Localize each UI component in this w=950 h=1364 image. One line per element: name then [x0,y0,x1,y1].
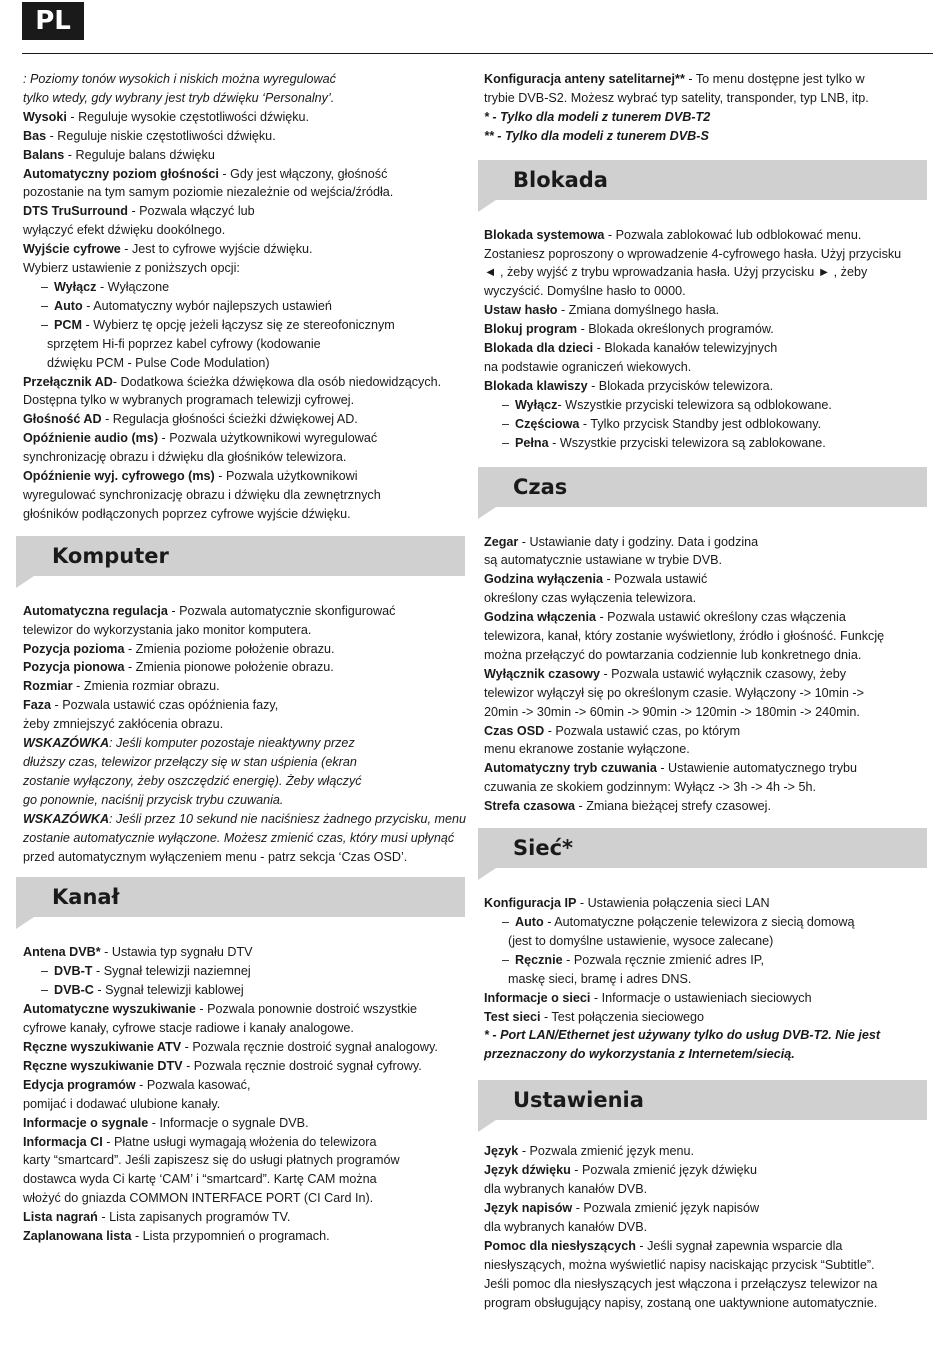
term-description: - Informacje o sygnale DVB. [148,1115,309,1130]
text-line [23,602,467,621]
term-description: - Pozwala użytkownikowi wyregulować [158,431,378,446]
text-line [23,791,467,810]
list-dash [41,318,54,332]
list-dash [41,299,54,313]
text-line [484,320,928,339]
term-description: - Automatyczny wybór najlepszych ustawień [82,298,332,313]
text-line [23,1000,467,1019]
text-line [484,989,928,1008]
text-line [484,570,928,589]
text-line [484,894,928,913]
list-dash [502,436,515,450]
text-line [23,640,467,659]
term-description: - Jeśli sygnał zapewnia wsparcie dla [635,1238,843,1253]
text-line [23,734,467,753]
term-description: Jeśli pomoc dla niesłyszących jest włączona i przełączysz telewizor na [484,1276,878,1291]
text-line [484,245,928,264]
term-description: - Pozwala ustawić wyłącznik czasowy, żeby [599,666,847,681]
term-description: - Pozwala ustawić [602,572,708,587]
term-description: - Pozwala ręcznie zmienić adres IP, [562,952,764,967]
text-line [484,89,928,108]
term-description: - Pozwala kasować, [135,1077,251,1092]
satellite-block [484,70,928,146]
term-description: telewizora, kanał, który zostanie wyświetlony, źródło i głośność. Funkcję [484,629,885,644]
text-line [484,226,928,245]
term-label: Język [484,1144,519,1159]
term-label: WSKAZÓWKA [23,811,110,826]
term-description: - Pozwala ponownie dostroić wszystkie [195,1002,418,1017]
text-line [484,127,928,146]
term-description: żeby zmniejszyć zakłócenia obrazu. [23,717,224,732]
text-line [23,240,467,259]
term-description: - Pozwala zmienić język napisów [572,1200,760,1215]
term-label: Konfiguracja IP [484,896,577,911]
term-description: cyfrowe kanały, cyfrowe stacje radiowe i kanały analogowe. [23,1021,354,1036]
text-line [484,533,928,552]
text-line [23,1208,467,1227]
term-label: Godzina wyłączenia [484,572,603,587]
term-description: - Pozwala automatycznie skonfigurować [167,603,396,618]
term-label: Automatyczne wyszukiwanie [23,1002,196,1017]
text-line [23,715,467,734]
text-line [484,551,928,570]
term-description: wyregulować synchronizację obrazu i dźwięku dla zewnętrznych [23,487,381,502]
text-line [23,505,467,524]
text-line [484,1237,928,1256]
list-dash [41,983,54,997]
term-description: - Reguluje wysokie częstotliwości dźwięku. [66,109,310,124]
siec-block [484,894,928,1064]
term-description: maskę sieci, bramę i adres DNS. [508,971,692,986]
term-label: Ustaw hasło [484,303,558,318]
term-description: trybie DVB-S2. Możesz wybrać typ satelity, transponder, typ LNB, itp. [484,90,869,105]
term-description: - Ustawianie daty i godziny. Data i godzina [518,534,759,549]
term-label: Automatyczna regulacja [23,603,168,618]
term-label: Informacje o sygnale [23,1115,149,1130]
text-line [484,1199,928,1218]
text-line [23,1151,467,1170]
text-line [484,722,928,741]
term-label: Informacja CI [23,1134,103,1149]
text-line [23,1019,467,1038]
text-line [23,221,467,240]
text-line [484,759,928,778]
term-label: DTS TruSurround [23,204,128,219]
text-line [484,1256,928,1275]
text-line [484,1142,928,1161]
term-description: - Sygnał telewizji naziemnej [92,964,251,979]
term-description: - Pozwala ręcznie dostroić sygnał analogowy. [181,1039,438,1054]
term-label: Blokada systemowa [484,227,605,242]
term-description: - Lista zapisanych programów TV. [97,1210,291,1225]
text-line [484,970,928,989]
text-line [484,1218,928,1237]
text-line [23,1114,467,1133]
text-line [23,354,467,373]
term-description: ◄ , żeby wyjść z trybu wprowadzania hasła. Użyj przycisku ► , żeby [484,265,868,280]
term-label: Lista nagrań [23,1210,98,1225]
term-description: - Pozwala ustawić czas opóźnienia fazy, [51,698,279,713]
text-line [484,1008,928,1027]
text-line [23,108,467,127]
text-line [23,183,467,202]
header-rule [22,53,933,54]
term-description: - Lista przypomnień o programach. [131,1229,330,1244]
term-description: program obsługujący napisy, zostaną one uaktywnione automatycznie. [484,1295,878,1310]
term-description: - Blokada przycisków telewizora. [587,378,774,393]
left-column [23,70,467,1246]
term-description: wyczyścić. Domyślne hasło to 0000. [484,284,686,299]
term-description: dostawca wyda Ci kartę ‘CAM’ i “smartcard”. Kartę CAM można [23,1172,377,1187]
term-label: DVB-C [54,983,94,998]
term-description: - Reguluje niskie częstotliwości dźwięku. [46,128,276,143]
term-label: Konfiguracja anteny satelitarnej** [484,72,685,86]
term-description: włożyć do gniazda COMMON INTERFACE PORT (CI Card In). [23,1191,374,1206]
term-description: - Zmiana bieżącej strefy czasowej. [575,799,771,814]
term-description: pozostanie na tym samym poziomie niezależnie od wejścia/źródła. [23,185,394,200]
text-line [23,677,467,696]
text-line [23,1076,467,1095]
term-description: dla wybranych kanałów DVB. [484,1219,648,1234]
term-label: WSKAZÓWKA [23,736,110,751]
text-line [23,1057,467,1076]
term-label: Blokuj program [484,322,578,337]
term-description: - Dodatkowa ścieżka dźwiękowa dla osób niedowidzących. [112,374,442,389]
text-line [23,981,467,1000]
text-line [23,658,467,677]
term-label: Ręcznie [515,952,563,967]
term-description: karty “smartcard”. Jeśli zapiszesz się do usługi płatnych programów [23,1153,400,1168]
term-description: Wybierz ustawienie z poniższych opcji: [23,261,240,276]
text-line [484,1294,928,1313]
right-column [484,70,928,1312]
text-line [484,913,928,932]
text-line [23,486,467,505]
text-line [484,108,928,127]
text-line [484,339,928,358]
term-label: przeznaczony do wykorzystania z Internetem/siecią. [484,1047,795,1062]
term-label: Przełącznik AD [23,374,113,389]
text-line [23,202,467,221]
text-line [23,373,467,392]
list-dash [41,964,54,978]
term-description: - Gdy jest włączony, głośność [218,166,388,181]
term-description: - Ustawienie automatycznego trybu [656,761,858,776]
term-description: - Pozwala włączyć lub [127,204,255,219]
term-description: wyłączyć efekt dźwięku dookólnego. [23,223,226,238]
term-label: Język napisów [484,1200,573,1215]
term-description: (jest to domyślne ustawienie, wysoce zalecane) [508,933,774,948]
term-description: - Pozwala zmienić język dźwięku [570,1163,757,1178]
text-line [484,627,928,646]
term-description: - Blokada kanałów telewizyjnych [593,341,778,356]
term-label: Auto [54,298,83,313]
list-dash [502,417,515,431]
text-line [23,335,467,354]
text-line [23,70,467,89]
term-label: DVB-T [54,964,93,979]
language-badge: PL [22,2,84,40]
term-description: tylko wtedy, gdy wybrany jest tryb dźwięku ‘Personalny’. [23,90,335,105]
term-label: Zaplanowana lista [23,1229,132,1244]
term-label: Wysoki [23,109,67,124]
term-label: Automatyczny poziom głośności [23,166,219,181]
term-description: zostanie automatycznie wyłączone. Możesz zmienić czas, który musi upłynąć [23,830,455,845]
term-description: są automatycznie ustawiane w trybie DVB. [484,553,722,568]
komputer-block [23,602,467,867]
term-description: dłuższy czas, telewizor przełączy się w stan uśpienia (ekran [23,755,357,769]
term-description: : Poziomy tonów wysokich i niskich można wyregulować [23,72,336,86]
list-dash [41,280,54,294]
term-description: - Test połączenia sieciowego [540,1009,705,1024]
term-description: dźwięku PCM - Pulse Code Modulation) [47,355,270,370]
text-line [484,263,928,282]
term-label: PCM [54,317,83,332]
term-label: Balans [23,147,65,162]
term-description: niesłyszących, można wyświetlić napisy naciskając przycisk “Subtitle”. [484,1257,875,1272]
text-line [23,127,467,146]
text-line [484,70,928,89]
term-label: Informacje o sieci [484,990,591,1005]
text-line [484,377,928,396]
term-description: - Zmienia pionowe położenie obrazu. [124,660,334,675]
text-line [23,1038,467,1057]
term-label: ** - Tylko dla modeli z tunerem DVB-S [484,128,709,143]
term-description: : Jeśli komputer pozostaje nieaktywny przez [109,736,355,751]
text-line [484,665,928,684]
section-header-kanal: Kanał [16,877,465,917]
term-description: - Pozwala zablokować lub odblokować menu. [604,227,862,242]
text-line [23,1095,467,1114]
term-description: 20min -> 30min -> 60min -> 90min -> 120min -> 180min -> 240min. [484,704,860,719]
text-line [23,1189,467,1208]
term-description: zostanie wyłączony, żeby oszczędzić energię). Żeby włączyć [23,773,362,788]
term-label: Rozmiar [23,679,73,694]
term-description: - Wyłączone [96,279,170,294]
term-label: Bas [23,128,47,143]
text-line [23,621,467,640]
section-header-siec: Sieć* [478,828,927,868]
text-line [484,1275,928,1294]
section-header-blokada: Blokada [478,160,927,200]
term-label: Wyłącznik czasowy [484,666,600,681]
term-description: - Informacje o ustawieniach sieciowych [590,990,812,1005]
term-label: Antena DVB* [23,945,101,960]
text-line [484,932,928,951]
term-description: - Zmiana domyślnego hasła. [557,303,720,318]
text-line [23,448,467,467]
list-dash [502,915,515,929]
text-line [484,951,928,970]
text-line [23,391,467,410]
text-line [23,146,467,165]
term-description: sprzętem Hi-fi poprzez kabel cyfrowy (kodowanie [47,336,321,351]
term-description: na podstawie ograniczeń wiekowych. [484,359,692,374]
text-line [23,1170,467,1189]
text-line [484,434,928,453]
term-description: - Pozwala użytkownikowi [214,469,358,484]
term-description: - Zmienia rozmiar obrazu. [72,679,220,694]
text-line [484,396,928,415]
text-line [23,429,467,448]
term-label: Wyjście cyfrowe [23,242,121,257]
text-line [484,1045,928,1064]
text-line [484,301,928,320]
text-line [484,282,928,301]
text-line [23,297,467,316]
text-line [484,608,928,627]
term-description: menu ekranowe zostanie wyłączone. [484,742,690,757]
section-header-ustawienia: Ustawienia [478,1080,927,1120]
term-label: * - Port LAN/Ethernet jest używany tylko do usług DVB-T2. Nie jest [484,1028,881,1043]
text-line [23,316,467,335]
term-description: - Blokada określonych programów. [577,322,774,337]
term-description: - Ustawienia połączenia sieci LAN [576,896,770,911]
term-description: można przełączyć do powtarzania codziennie lub konkretnego dnia. [484,647,862,662]
section-header-komputer: Komputer [16,536,465,576]
term-description: - Tylko przycisk Standby jest odblokowany. [579,416,822,431]
text-line [484,358,928,377]
text-line [484,589,928,608]
term-label: Automatyczny tryb czuwania [484,761,657,776]
term-label: Blokada klawiszy [484,378,588,393]
term-description: - Wybierz tę opcję jeżeli łączysz się ze stereofonicznym [82,317,395,332]
term-description: telewizor do wykorzystania jako monitor komputera. [23,622,312,637]
section-header-czas: Czas [478,467,927,507]
term-description: - Pozwala ustawić czas, po którym [544,723,741,738]
term-label: Test sieci [484,1009,541,1024]
term-label: Blokada dla dzieci [484,341,594,356]
text-line [484,415,928,434]
term-description: - Ustawia typ sygnału DTV [100,945,253,960]
term-label: Opóźnienie wyj. cyfrowego (ms) [23,469,215,484]
audio-settings-block [23,70,467,524]
term-description: - Pozwala ręcznie dostroić sygnał cyfrowy. [182,1058,422,1073]
term-label: Auto [515,915,544,929]
term-label: Głośność AD [23,412,102,427]
term-description: Zostaniesz poproszony o wprowadzenie 4-cyfrowego hasła. Użyj przycisku [484,246,902,261]
text-line [23,848,467,867]
term-label: Ręczne wyszukiwanie ATV [23,1039,182,1054]
ustawienia-block [484,1142,928,1312]
list-dash [502,398,515,412]
term-label: Strefa czasowa [484,799,575,814]
term-label: Edycja programów [23,1077,136,1092]
term-description: - Pozwala zmienić język menu. [518,1144,695,1159]
list-dash [502,953,515,967]
term-description: - Regulacja głośności ścieżki dźwiękowej AD. [101,412,358,427]
term-label: * - Tylko dla modeli z tunerem DVB-T2 [484,109,711,124]
text-line [484,703,928,722]
text-line [23,962,467,981]
term-label: Opóźnienie audio (ms) [23,431,159,446]
term-label: Czas OSD [484,723,545,738]
term-label: Wyłącz [515,397,558,412]
term-label: Zegar [484,534,519,549]
text-line [23,753,467,772]
text-line [484,740,928,759]
text-line [484,646,928,665]
term-description: pomijać i dodawać ulubione kanały. [23,1096,221,1111]
term-label: Pełna [515,435,549,450]
term-label: Częściowa [515,416,580,431]
term-description: synchronizację obrazu i dźwięku dla głośników telewizora. [23,450,347,465]
text-line [23,1227,467,1246]
text-line [484,1180,928,1199]
text-line [23,410,467,429]
term-label: Wyłącz [54,279,97,294]
blokada-block [484,226,928,453]
text-line [23,696,467,715]
term-description: dla wybranych kanałów DVB. [484,1182,648,1197]
term-label: Język dźwięku [484,1163,571,1178]
text-line [23,89,467,108]
czas-block [484,533,928,817]
term-description: go ponownie, naciśnij przycisk trybu czuwania. [23,792,284,807]
kanal-block [23,943,467,1246]
text-line [484,797,928,816]
term-description: Dostępna tylko w wybranych programach telewizji cyfrowej. [23,393,355,408]
text-line [23,259,467,278]
term-description: - Reguluje balans dźwięku [64,147,215,162]
text-line [23,278,467,297]
text-line [23,165,467,184]
term-description: czuwania ze skokiem godzinnym: Wyłącz -> 3h -> 4h -> 5h. [484,780,817,795]
text-line [23,772,467,791]
term-description: - Pozwala ustawić określony czas włączenia [595,610,846,625]
term-description: - Jest to cyfrowe wyjście dźwięku. [120,242,313,257]
term-description: - Wszystkie przyciski telewizora są zablokowane. [548,435,826,450]
text-line [484,1026,928,1045]
term-description: telewizor wyłączył się po określonym czasie. Wyłączony -> 10min -> [484,685,864,700]
text-line [23,810,467,829]
text-line [23,467,467,486]
text-line [23,1133,467,1152]
term-label: Pozycja pionowa [23,660,125,675]
text-line [23,829,467,848]
term-label: Pomoc dla niesłyszących [484,1238,636,1253]
text-line [23,943,467,962]
term-label: Godzina włączenia [484,610,596,625]
term-description: - Zmienia poziome położenie obrazu. [124,641,335,656]
term-description: przed automatycznym wyłączeniem menu - patrz sekcja ‘Czas OSD’. [23,849,408,864]
term-label: Pozycja pozioma [23,641,125,656]
term-label: Faza [23,698,51,713]
text-line [484,1161,928,1180]
text-line [484,684,928,703]
term-description: - Sygnał telewizji kablowej [93,983,244,998]
term-description: - To menu dostępne jest tylko w [684,72,865,86]
term-label: Ręczne wyszukiwanie DTV [23,1058,183,1073]
term-description: określony czas wyłączenia telewizora. [484,591,697,606]
term-description: - Automatyczne połączenie telewizora z siecią domową [543,915,855,929]
term-description: - Wszystkie przyciski telewizora są odblokowane. [557,397,832,412]
term-description: - Płatne usługi wymagają włożenia do telewizora [102,1134,377,1149]
term-description: : Jeśli przez 10 sekund nie naciśniesz żadnego przycisku, menu [109,811,467,826]
text-line [484,778,928,797]
term-description: głośników podłączonych poprzez cyfrowe wyjście dźwięku. [23,506,351,521]
